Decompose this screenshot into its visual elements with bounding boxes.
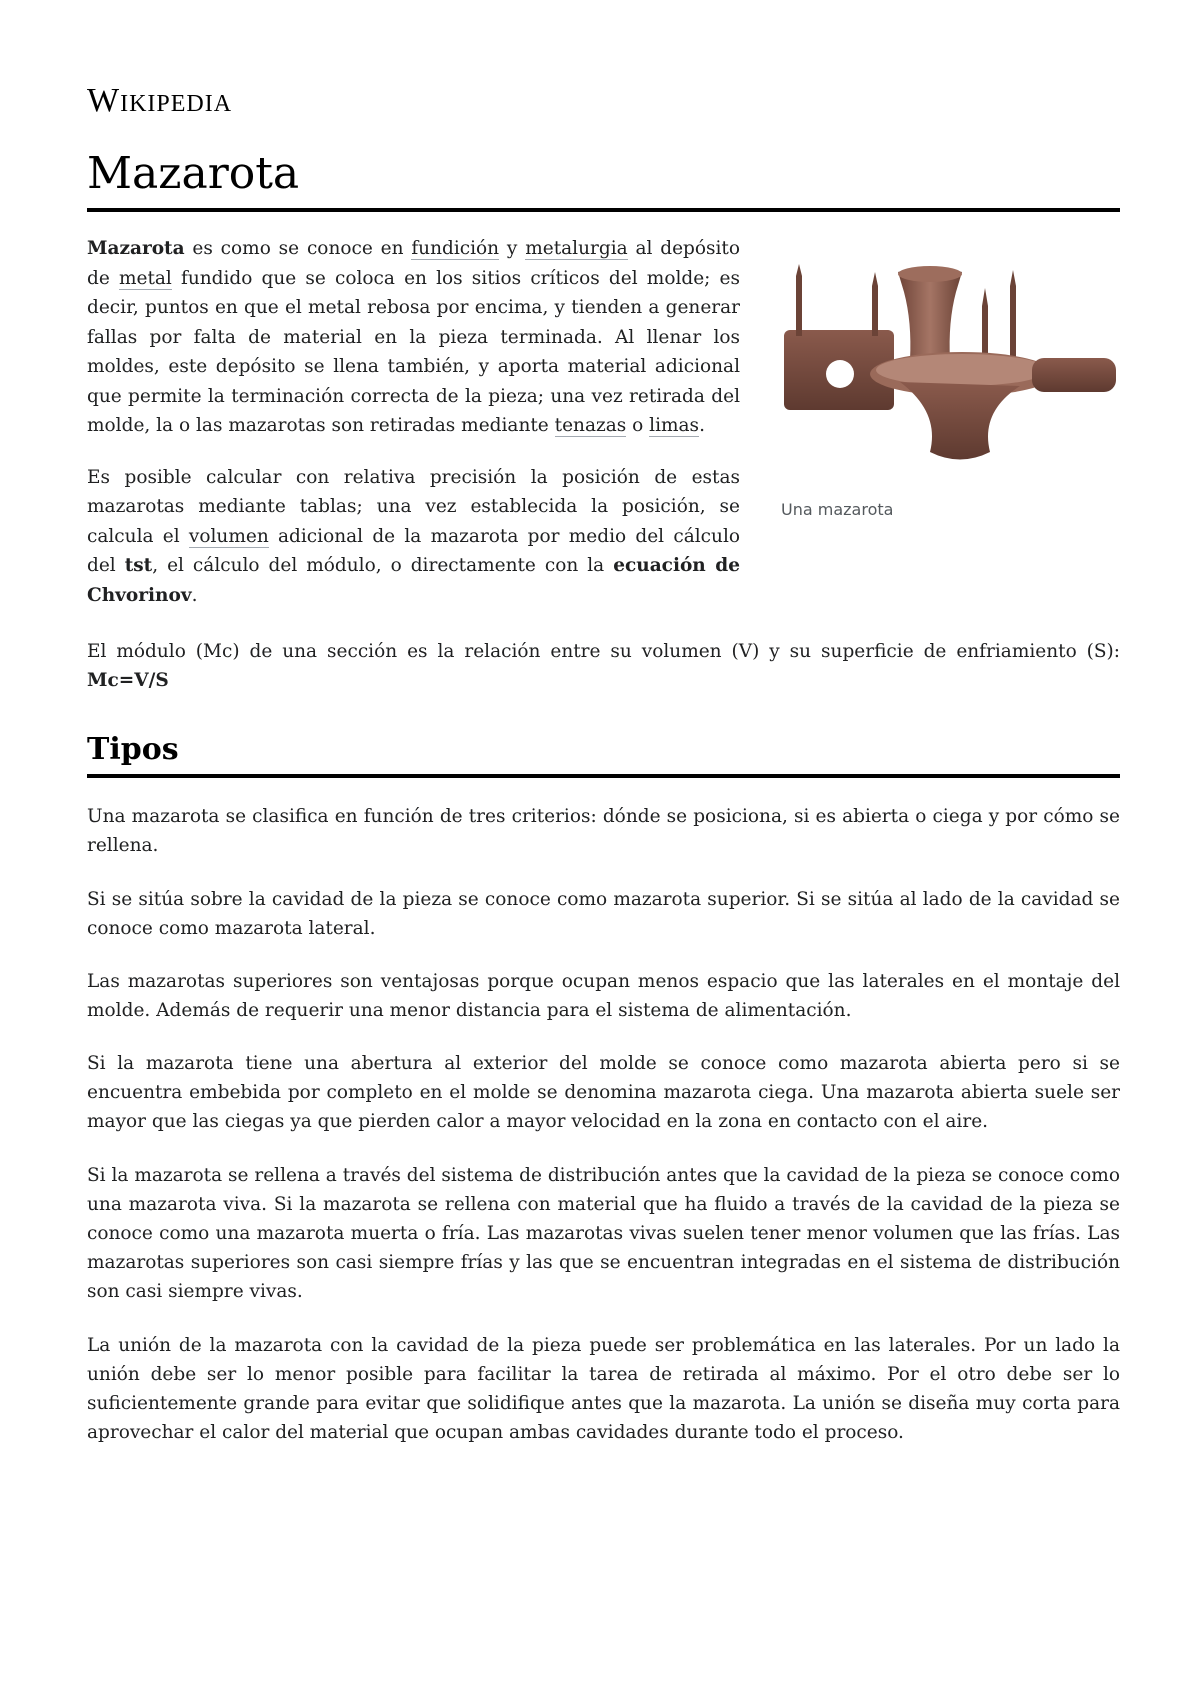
- text-span: y: [499, 238, 526, 259]
- page-title: Mazarota: [87, 144, 1120, 212]
- lead-paragraph-1: [87, 234, 740, 441]
- tipos-paragraph: Si la mazarota tiene una abertura al exterior del molde se conoce como mazarota abierta pero si se encuentra embebida por completo en el molde se denomina mazarota ciega. Una mazarota abierta suele ser mayor que las ciegas ya que pierden calor a mayor velocidad en la zona en contacto con el aire.: [87, 1053, 1120, 1132]
- bold-term: Mazarota: [87, 238, 185, 259]
- link-tenazas[interactable]: tenazas: [554, 415, 627, 436]
- tipos-paragraph: Si se sitúa sobre la cavidad de la pieza se conoce como mazarota superior. Si se sitúa al lado de la cavidad se conoce como mazarota lateral.: [87, 889, 1120, 939]
- link-fundicion[interactable]: fundición: [411, 238, 500, 259]
- section-heading-tipos: Tipos: [87, 728, 1120, 778]
- link-limas[interactable]: limas: [649, 415, 700, 436]
- link-metal[interactable]: metal: [118, 267, 172, 289]
- text-span: , el cálculo del módulo, o directamente con la: [152, 555, 614, 576]
- text-span: es como se conoce en: [184, 238, 412, 259]
- lead-paragraph-3: [87, 637, 1120, 695]
- text-span: .: [191, 584, 198, 606]
- tipos-paragraph: La unión de la mazarota con la cavidad de la pieza puede ser problemática en las laterales. Por un lado la unión debe ser lo menor posible para facilitar la tarea de retirada al máximo. Por el otro debe ser lo suficientemente grande para evitar que solidifique antes que la mazarota. La unión se diseña muy corta para aprovechar el calor del material que ocupan ambas cavidades durante todo el proceso.: [87, 1335, 1120, 1443]
- mazarota-image: [780, 262, 1120, 472]
- text-span: al depósito de: [87, 238, 740, 289]
- tipos-paragraph: Las mazarotas superiores son ventajosas porque ocupan menos espacio que las laterales en el montaje del molde. Además de requerir una menor distancia para el sistema de alimentación.: [87, 971, 1120, 1021]
- text-span: El módulo (Mc) de una sección es la relación entre su volumen (V) y su superficie de enfriamiento (S):: [87, 641, 1120, 662]
- tipos-paragraph: Una mazarota se clasifica en función de tres criterios: dónde se posiciona, si es abierta o ciega y por cómo se rellena.: [87, 806, 1120, 856]
- wikipedia-wordmark[interactable]: Wikipedia: [87, 82, 233, 119]
- text-span: Es posible calcular con relativa precisión la posición de estas mazarotas mediante tablas; una vez establecida la posición, se calcula el: [87, 466, 740, 547]
- bold-tst: tst: [124, 555, 153, 576]
- text-span: o: [626, 415, 650, 436]
- link-volumen[interactable]: volumen: [188, 525, 269, 547]
- mazarota-figure[interactable]: [780, 262, 1120, 472]
- bold-formula: Mc=V/S: [87, 670, 169, 691]
- text-span: adicional de la mazarota por medio del cálculo del: [87, 525, 740, 576]
- tipos-paragraph: Si la mazarota se rellena a través del sistema de distribución antes que la cavidad de la pieza se conoce como una mazarota viva. Si la mazarota se rellena con material que ha fluido a través de la cavidad de la pieza se conoce como una mazarota muerta o fría. Las mazarotas vivas suelen tener menor volumen que las frías. Las mazarotas superiores son casi siempre frías y las que se encuentran integradas en el sistema de distribución son casi siempre vivas.: [87, 1165, 1120, 1302]
- text-span: .: [699, 415, 705, 436]
- text-span: fundido que se coloca en los sitios críticos del molde; es decir, puntos en que el metal rebosa por encima, y tienden a generar fallas por falta de material en la pieza terminada. Al llenar los moldes, este depósito se llena también, y aporta material adicional que permite la terminación correcta de la pieza; una vez retirada del molde, la o las mazarotas son retiradas mediante: [87, 267, 741, 436]
- lead-paragraph-2: [87, 463, 740, 611]
- figure-caption: Una mazarota: [781, 500, 894, 519]
- link-metalurgia[interactable]: metalurgia: [525, 238, 628, 259]
- lead-section: [87, 234, 740, 632]
- bold-ecuacion: ecuación de Chvorinov: [87, 555, 741, 606]
